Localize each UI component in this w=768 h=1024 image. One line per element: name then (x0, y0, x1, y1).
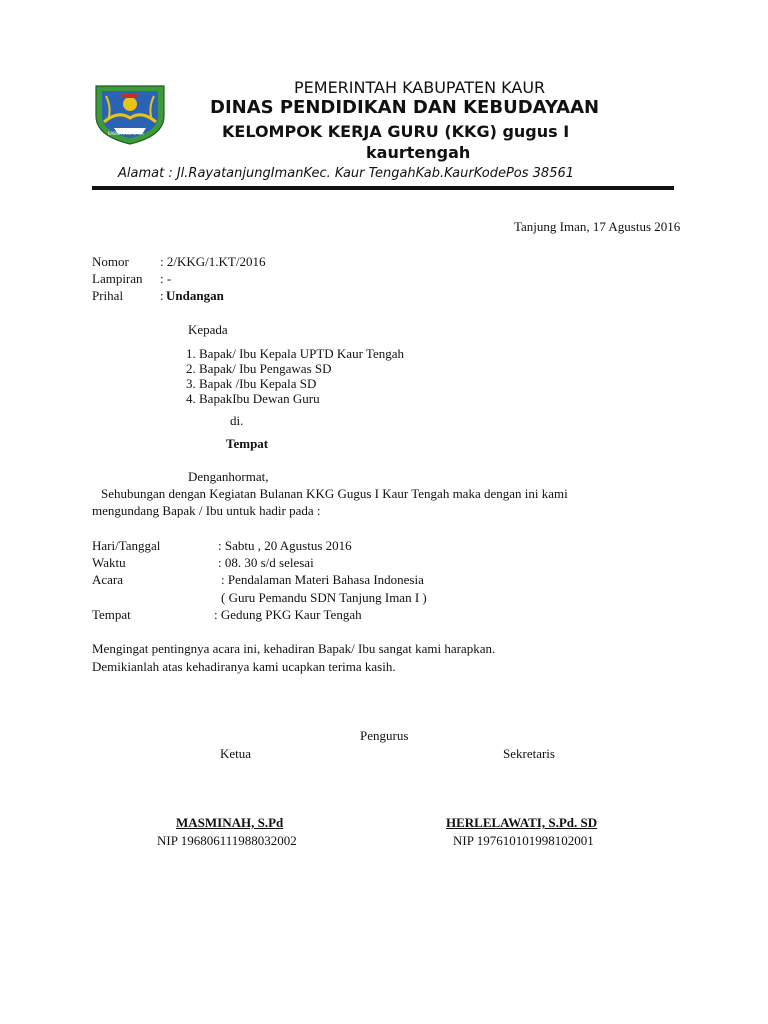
letterhead-address: Alamat : Jl.RayatanjungImanKec. Kaur TengahKab.KaurKodePos 38561 (118, 166, 575, 181)
letterhead-government: PEMERINTAH KABUPATEN KAUR (294, 78, 546, 97)
kabupaten-kaur-logo (92, 82, 168, 146)
acara-value-detail: ( Guru Pemandu SDN Tanjung Iman I ) (221, 590, 427, 605)
closing-line1: Mengingat pentingnya acara ini, kehadiran Bapak/ Ibu sangat kami harapkan. (92, 641, 496, 656)
tempat-value: : Gedung PKG Kaur Tengah (214, 607, 362, 622)
prihal-value: Undangan (166, 288, 224, 303)
tempat-label: Tempat (92, 607, 131, 622)
closing-line2: Demikianlah atas kehadiranya kami ucapkan terima kasih. (92, 659, 396, 674)
nomor-value: : 2/KKG/1.KT/2016 (160, 254, 266, 269)
waktu-label: Waktu (92, 555, 126, 570)
greeting: Denganhormat, (188, 469, 269, 484)
acara-value: : Pendalaman Materi Bahasa Indonesia (221, 572, 424, 587)
hari-label: Hari/Tanggal (92, 538, 161, 553)
left-signatory-nip: NIP 196806111988032002 (157, 833, 297, 848)
prihal-label: Prihal (92, 288, 124, 303)
right-signatory-role: Sekretaris (503, 746, 555, 761)
lampiran-label: Lampiran (92, 271, 143, 286)
letterhead-divider (92, 186, 674, 190)
acara-label: Acara (92, 572, 124, 587)
tempat-heading: Tempat (226, 436, 269, 451)
recipient-item: 4. BapakIbu Dewan Guru (186, 391, 320, 406)
signature-org: Pengurus (360, 728, 409, 743)
letterhead-group: KELOMPOK KERJA GURU (KKG) gugus I (222, 122, 570, 141)
left-signatory-name: MASMINAH, S.Pd (176, 815, 284, 830)
body-paragraph-line1: Sehubungan dengan Kegiatan Bulanan KKG Gugus I Kaur Tengah maka dengan ini kami (101, 486, 568, 501)
hari-value: : Sabtu , 20 Agustus 2016 (218, 538, 352, 553)
letterhead-department: DINAS PENDIDIKAN DAN KEBUDAYAAN (210, 97, 600, 118)
recipient-item: 1. Bapak/ Ibu Kepala UPTD Kaur Tengah (186, 346, 404, 361)
logo-text: KABUPATEN KAUR (108, 131, 144, 136)
kepada: Kepada (188, 322, 228, 337)
body-paragraph-line2: mengundang Bapak / Ibu untuk hadir pada : (92, 503, 321, 518)
waktu-value: : 08. 30 s/d selesai (218, 555, 314, 570)
right-signatory-nip: NIP 197610101998102001 (453, 833, 594, 848)
recipient-item: 2. Bapak/ Ibu Pengawas SD (186, 361, 332, 376)
letterhead-area: kaurtengah (366, 143, 471, 162)
recipient-item: 3. Bapak /Ibu Kepala SD (186, 376, 317, 391)
lampiran-value: : - (160, 271, 172, 286)
left-signatory-role: Ketua (220, 746, 252, 761)
date-place: Tanjung Iman, 17 Agustus 2016 (514, 219, 681, 234)
prihal-colon: : (160, 288, 164, 303)
di-text: di. (230, 413, 244, 428)
nomor-label: Nomor (92, 254, 129, 269)
right-signatory-name: HERLELAWATI, S.Pd. SD (446, 815, 598, 830)
